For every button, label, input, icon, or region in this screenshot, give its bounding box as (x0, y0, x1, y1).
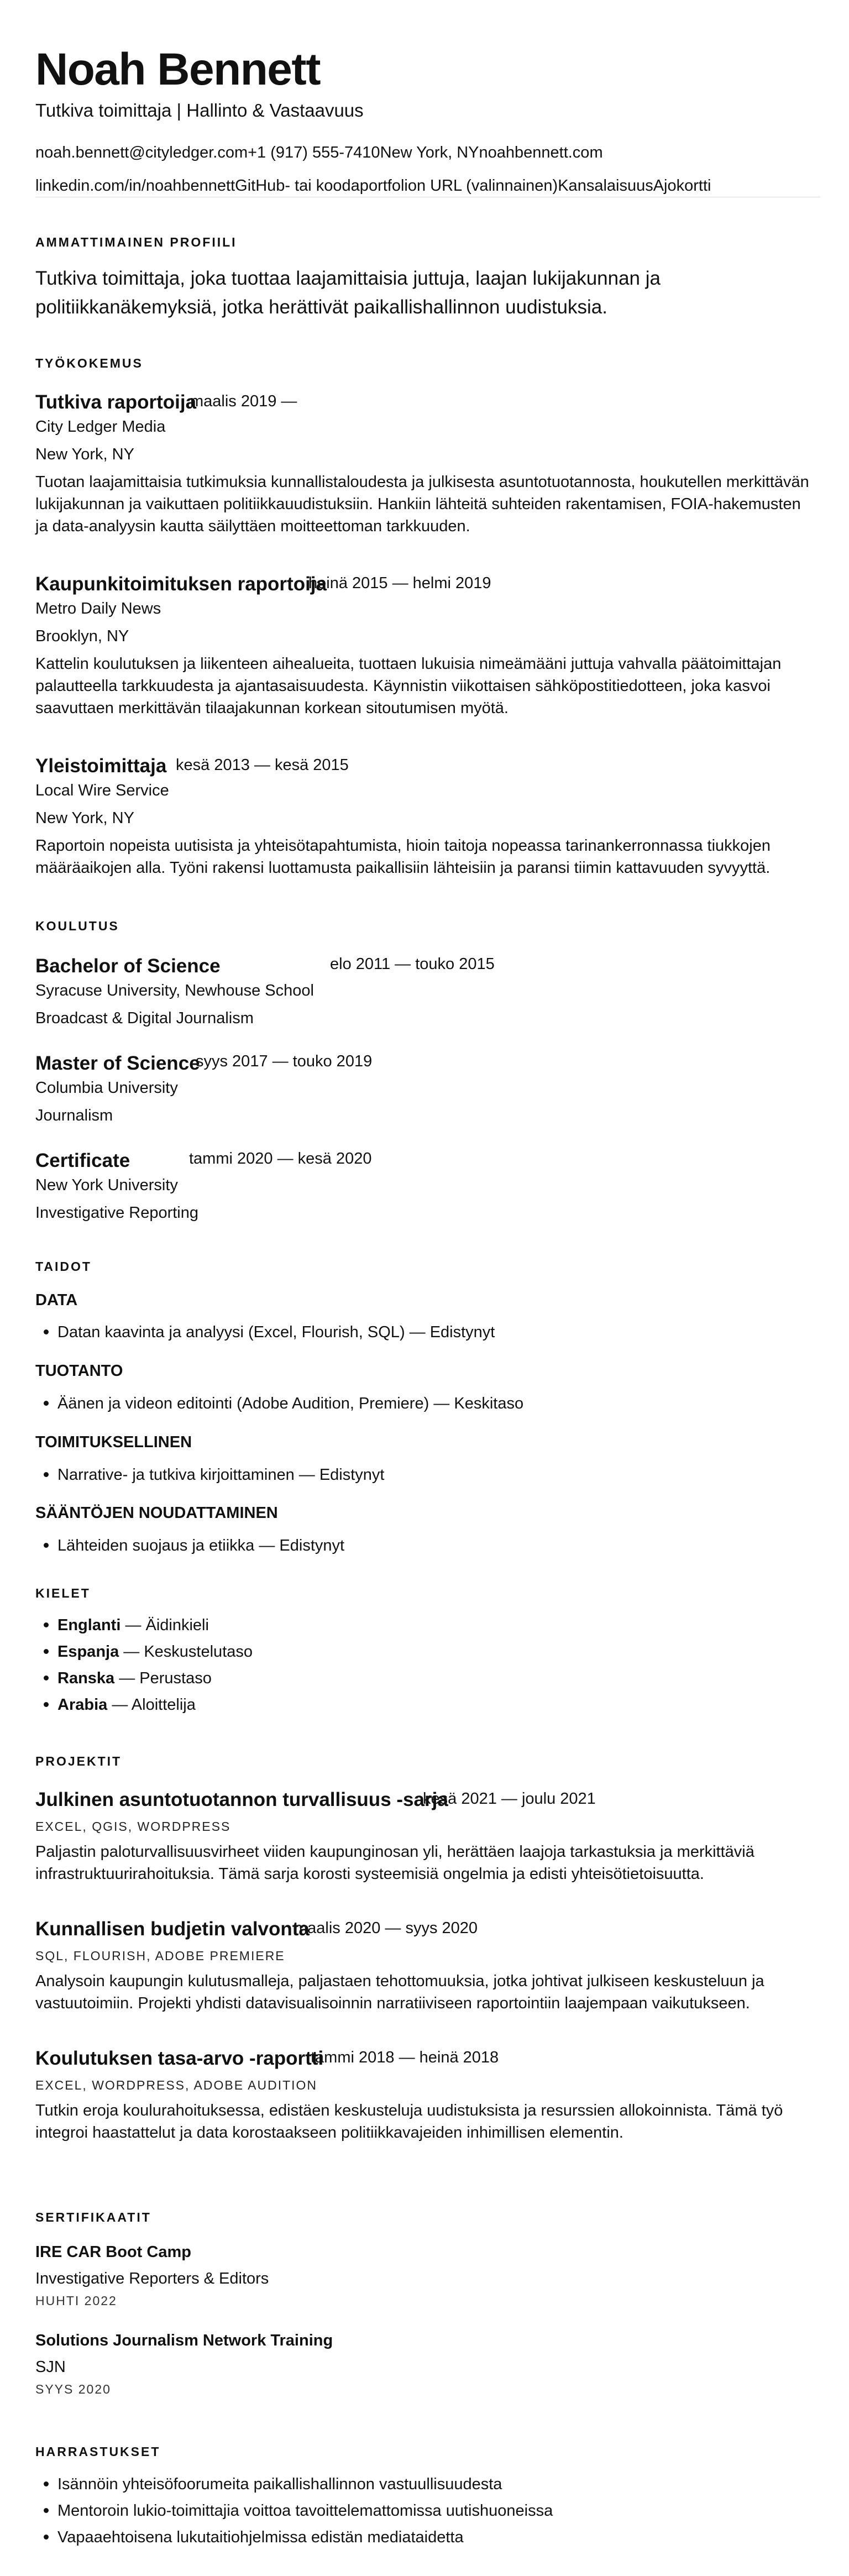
certification-date: SYYS 2020 (35, 2382, 111, 2396)
language-list (35, 1612, 253, 1718)
field-of-study: Investigative Reporting (35, 1204, 198, 1222)
headline: Tutkiva toimittaja | Hallinto & Vastaavuus (35, 100, 364, 121)
language-item (57, 1692, 253, 1718)
language-level: — Aloittelija (107, 1696, 196, 1714)
project-description: Tutkin eroja koulurahoituksessa, edistäen keskusteluja uudistuksista ja resurssien allokoinnista. Tämä työ integroi haastattelut ja data korostaakseen politiikkavajeiden inhimillisen elementin. (35, 2102, 783, 2142)
hobby-item: Vapaaehtoisena lukutaitiohjelmissa edistän mediataidetta (57, 2524, 553, 2551)
job-description: Kattelin koulutuksen ja liikenteen aihealueita, tuottaen lukuisia nimeämääni juttuja vahvalla päätoimittajan palautteella tarkkuudesta ja ajantasaisuudesta. Käynnistin viikottaisen sähköpostitiedotteen, joka kasvoi saavuttaen merkittävän tilaajakunnan korkean sitoutumisen myötä. (35, 655, 782, 717)
job-company: City Ledger Media (35, 418, 166, 436)
language-level: — Perustaso (114, 1669, 212, 1687)
field-of-study: Journalism (35, 1107, 113, 1124)
language-level: — Äidinkieli (120, 1616, 209, 1634)
job-company: Metro Daily News (35, 600, 161, 617)
language-item (57, 1665, 253, 1692)
candidate-name: Noah Bennett (35, 44, 320, 95)
skill-category-title: TUOTANTO (35, 1362, 123, 1380)
phone-link[interactable]: +1 (917) 555-7410 (248, 144, 380, 161)
project-title: Koulutuksen tasa-arvo -raportti (35, 2048, 324, 2069)
hobby-list (35, 2471, 553, 2551)
project-tech: SQL, FLOURISH, ADOBE PREMIERE (35, 1949, 285, 1963)
education-item (35, 953, 820, 1029)
hobby-item: Mentoroin lukio-toimittajia voittoa tavoittelemattomissa uutishuoneissa (57, 2498, 553, 2524)
project-dates: tammi 2018 — heinä 2018 (311, 2049, 499, 2066)
certification-item (35, 2241, 820, 2310)
education-dates: syys 2017 — touko 2019 (196, 1053, 373, 1070)
job-title: Tutkiva raportoija (35, 391, 197, 413)
job-description: Raportoin nopeista uutisista ja yhteisötapahtumista, hioin taitoja nopeassa tarinankerronnassa tiukkojen määräaikojen alla. Työni rakensi luottamusta paikallisiin lähteisiin ja paransi tiimin kattavuuden syvyyttä. (35, 837, 771, 877)
skill-item: Narrative- ja tutkiva kirjoittaminen — Edistynyt (57, 1462, 384, 1488)
experience-item (35, 753, 820, 879)
section-title-skills: TAIDOT (35, 1259, 92, 1274)
project-title: Julkinen asuntotuotannon turvallisuus -sarja (35, 1789, 448, 1810)
job-description: Tuotan laajamittaisia tutkimuksia kunnallistaloudesta ja julkisesta asuntotuotannosta, houkutellen merkittävän lukijakunnan ja vaikuttaen politiikkauudistuksiin. Hankiin lähteitä suhteiden rakentamisen, FOIA-hakemusten ja data-analyysin kautta säilyttäen moitteettoman tarkkuuden. (35, 473, 809, 535)
job-location: Brooklyn, NY (35, 627, 129, 645)
job-dates: maalis 2019 — (190, 392, 297, 410)
certification-item (35, 2329, 820, 2398)
email-link[interactable]: noah.bennett@cityledger.com (35, 144, 248, 161)
project-tech: EXCEL, QGIS, WORDPRESS (35, 1819, 231, 1834)
skill-item: Lähteiden suojaus ja etiikka — Edistynyt (57, 1532, 344, 1559)
project-tech: EXCEL, WORDPRESS, ADOBE AUDITION (35, 2078, 318, 2092)
contact-row-primary (35, 142, 603, 164)
project-description: Analysoin kaupungin kulutusmalleja, paljastaen tehottomuuksia, jotka johtivat julkiseen keskusteluun ja vastuutoimiin. Projekti yhdisti datavisualisoinnin narratiiviseen raportointiin laajempaan vaikutukseen. (35, 1972, 764, 2012)
experience-item (35, 571, 820, 719)
website-link[interactable]: noahbennett.com (479, 144, 603, 161)
language-name: Arabia (57, 1696, 108, 1714)
project-item (35, 1916, 820, 2014)
certification-name: Solutions Journalism Network Training (35, 2332, 333, 2349)
language-name: Espanja (57, 1643, 119, 1661)
section-title-certifications: SERTIFIKAATIT (35, 2210, 151, 2224)
skill-list (35, 1532, 344, 1559)
profile-summary: Tutkiva toimittaja, joka tuottaa laajamittaisia juttuja, laajan lukijakunnan ja politiikkanäkemyksiä, jotka herättivät paikallishallinnon uudistuksia. (35, 268, 661, 318)
job-location: New York, NY (35, 446, 134, 463)
language-name: Ranska (57, 1669, 115, 1687)
skill-item: Datan kaavinta ja analyysi (Excel, Flourish, SQL) — Edistynyt (57, 1319, 495, 1345)
section-title-experience: TYÖKOKEMUS (35, 356, 143, 370)
education-item (35, 1050, 820, 1127)
project-dates: kesä 2021 — joulu 2021 (423, 1790, 596, 1808)
contact-row-secondary (35, 175, 711, 197)
education-dates: elo 2011 — touko 2015 (330, 955, 495, 973)
degree-title: Certificate (35, 1150, 130, 1171)
language-name: Englanti (57, 1616, 121, 1634)
project-description: Paljastin paloturvallisuusvirheet viiden kaupunginosan yli, herättäen laajoja tarkastuksia ja merkittäviä infrastruktuurirahoituksia. Tämä sarja korosti systeemisiä ongelmia ja edisti yhteisötietoisuutta. (35, 1843, 754, 1883)
skill-list (35, 1319, 495, 1345)
license-text: Ajokortti (653, 177, 711, 195)
citizenship-text: Kansalaisuus (558, 177, 653, 195)
job-title: Yleistoimittaja (35, 755, 167, 777)
skill-category-title: SÄÄNTÖJEN NOUDATTAMINEN (35, 1504, 278, 1522)
job-location: New York, NY (35, 809, 134, 827)
certification-issuer: Investigative Reporters & Editors (35, 2270, 269, 2287)
job-company: Local Wire Service (35, 782, 169, 799)
skill-item: Äänen ja videon editointi (Adobe Audition, Premiere) — Keskitaso (57, 1390, 523, 1417)
skill-category-title: DATA (35, 1291, 78, 1309)
language-level: — Keskustelutaso (119, 1643, 253, 1661)
education-item (35, 1148, 820, 1224)
job-title: Kaupunkitoimituksen raportoija (35, 573, 327, 595)
school-name: Syracuse University, Newhouse School (35, 982, 314, 999)
job-dates: kesä 2013 — kesä 2015 (176, 756, 349, 774)
section-title-education: KOULUTUS (35, 919, 119, 933)
language-item (57, 1612, 253, 1638)
certification-name: IRE CAR Boot Camp (35, 2243, 191, 2261)
skill-category-title: TOIMITUKSELLINEN (35, 1433, 192, 1451)
github-link[interactable]: GitHub- tai koodaportfolion URL (valinnainen) (235, 177, 558, 195)
linkedin-link[interactable]: linkedin.com/in/noahbennett (35, 177, 235, 195)
section-title-profile: AMMATTIMAINEN PROFIILI (35, 235, 237, 249)
education-dates: tammi 2020 — kesä 2020 (189, 1150, 372, 1167)
certification-date: HUHTI 2022 (35, 2294, 117, 2308)
school-name: New York University (35, 1176, 178, 1194)
certification-issuer: SJN (35, 2358, 66, 2376)
section-title-projects: PROJEKTIT (35, 1754, 122, 1768)
project-item (35, 1787, 820, 1885)
degree-title: Bachelor of Science (35, 955, 221, 977)
degree-title: Master of Science (35, 1053, 200, 1074)
project-dates: maalis 2020 — syys 2020 (294, 1919, 478, 1937)
project-title: Kunnallisen budjetin valvonta (35, 1918, 310, 1940)
field-of-study: Broadcast & Digital Journalism (35, 1009, 254, 1027)
language-item (57, 1638, 253, 1665)
project-item (35, 2045, 820, 2144)
section-title-languages: KIELET (35, 1586, 91, 1600)
section-title-hobbies: HARRASTUKSET (35, 2444, 161, 2459)
job-dates: heinä 2015 — helmi 2019 (308, 574, 491, 592)
skill-list (35, 1462, 384, 1488)
skill-list (35, 1390, 523, 1417)
school-name: Columbia University (35, 1079, 178, 1097)
hobby-item: Isännöin yhteisöfoorumeita paikallishallinnon vastuullisuudesta (57, 2471, 553, 2498)
experience-item (35, 389, 820, 537)
location-text: New York, NY (380, 144, 479, 161)
